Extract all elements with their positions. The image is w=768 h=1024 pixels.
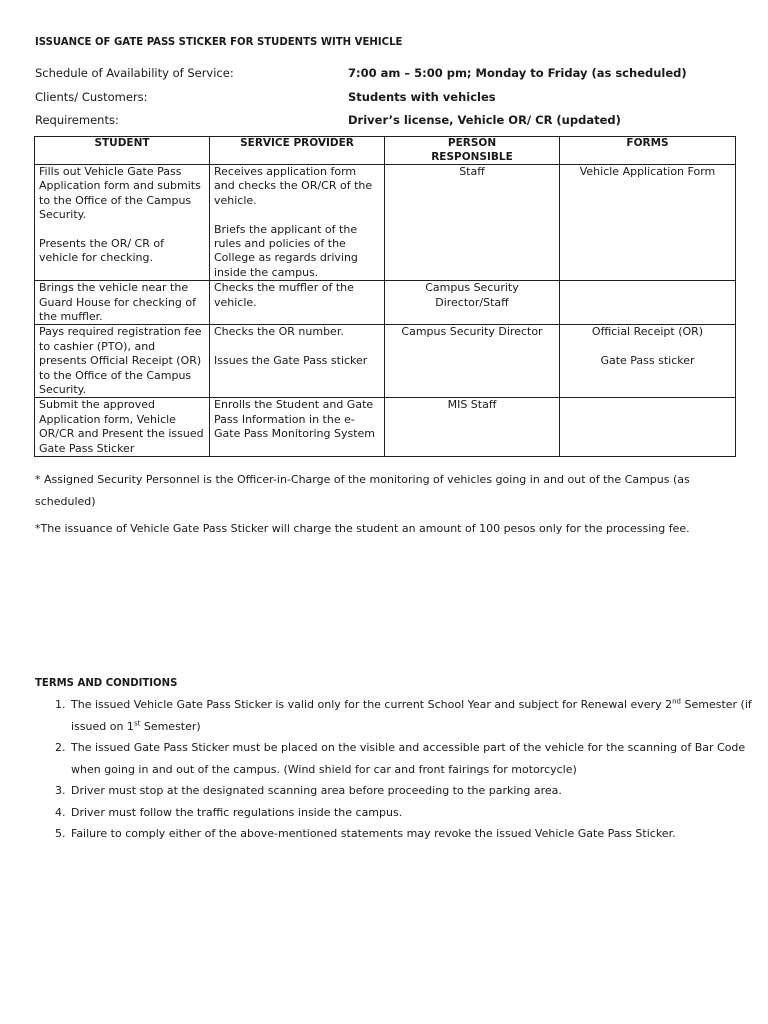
cell-student [35, 165, 210, 281]
header-person-responsible [385, 137, 560, 165]
cell-person: Campus Security Director/Staff [385, 281, 560, 325]
header-service-provider: SERVICE PROVIDER [210, 137, 385, 165]
table-header-row [35, 137, 736, 165]
cell-text: Fills out Vehicle Gate Pass Application form and submits to the Office of the Campus Security. [39, 165, 201, 222]
header-forms: FORMS [560, 137, 736, 165]
info-value: 7:00 am – 5:00 pm; Monday to Friday (as scheduled) [348, 66, 687, 80]
header-student: STUDENT [35, 137, 210, 165]
cell-forms [560, 281, 736, 325]
cell-forms [560, 325, 736, 398]
terms-item-4: 4. Driver must follow the traffic regulations inside the campus. [69, 802, 768, 824]
cell-person: Staff [385, 165, 560, 281]
cell-student: Pays required registration fee to cashier (PTO), and presents Official Receipt (OR) to the Office of the Campus Security. [35, 325, 210, 398]
table-row [35, 281, 736, 325]
term-sup: nd [672, 697, 681, 706]
table-row [35, 165, 736, 281]
cell-provider: Enrolls the Student and Gate Pass Information in the e-Gate Pass Monitoring System [210, 398, 385, 457]
terms-item-3: 3. Driver must stop at the designated scanning area before proceeding to the parking area. [69, 780, 768, 802]
page-title: ISSUANCE OF GATE PASS STICKER FOR STUDENTS WITH VEHICLE [35, 35, 403, 48]
note-security-personnel: * Assigned Security Personnel is the Officer-in-Charge of the monitoring of vehicles going in and out of the Campus (as scheduled) [35, 473, 690, 508]
cell-provider [210, 325, 385, 398]
cell-forms [560, 398, 736, 457]
note-processing-fee: *The issuance of Vehicle Gate Pass Sticker will charge the student an amount of 100 pesos only for the processing fee. [35, 522, 690, 535]
cell-person: Campus Security Director [385, 325, 560, 398]
cell-text: Checks the OR number. [214, 325, 344, 339]
cell-text: Official Receipt (OR) [591, 325, 704, 339]
table-row [35, 398, 736, 457]
cell-text: Receives application form and checks the OR/CR of the vehicle. [214, 165, 373, 207]
cell-student: Submit the approved Application form, Vehicle OR/CR and Present the issued Gate Pass Sticker [35, 398, 210, 457]
terms-item-1 [69, 694, 768, 737]
info-row-clients [35, 90, 735, 108]
cell-text: Briefs the applicant of the rules and policies of the College as regards driving inside the campus. [214, 222, 358, 279]
cell-provider [210, 165, 385, 281]
term-sup: st [133, 718, 141, 727]
info-value: Students with vehicles [348, 90, 496, 104]
header-person-line1: PERSON [447, 137, 497, 149]
terms-list [35, 694, 768, 845]
cell-person: MIS Staff [385, 398, 560, 457]
terms-item-2: 2. The issued Gate Pass Sticker must be placed on the visible and accessible part of the vehicle for the scanning of Bar Code when going in and out of the campus. (Wind shield for car and front fairings for motorcycle) [69, 737, 768, 780]
info-label: Clients/ Customers: [35, 90, 148, 104]
terms-item-5: 5. Failure to comply either of the above-mentioned statements may revoke the issued Vehicle Gate Pass Sticker. [69, 823, 768, 845]
process-table [34, 136, 736, 457]
term-text: The issued Vehicle Gate Pass Sticker is valid only for the current School Year and subject for Renewal every 2 [71, 698, 673, 711]
info-row-requirements [35, 113, 735, 131]
cell-student: Brings the vehicle near the Guard House for checking of the muffler. [35, 281, 210, 325]
term-text: Semester) [140, 719, 201, 733]
cell-forms: Vehicle Application Form [560, 165, 736, 281]
info-label: Schedule of Availability of Service: [35, 66, 234, 80]
cell-provider: Checks the muffler of the vehicle. [210, 281, 385, 325]
info-label: Requirements: [35, 113, 119, 127]
term-text: Semester (if issued on 1 [71, 698, 752, 733]
info-row-schedule [35, 66, 735, 84]
cell-text: Issues the Gate Pass sticker [214, 354, 368, 368]
header-person-line2: RESPONSIBLE [431, 150, 513, 163]
terms-title: TERMS AND CONDITIONS [35, 676, 178, 689]
table-row [35, 325, 736, 398]
info-value: Driver’s license, Vehicle OR/ CR (updated) [348, 113, 621, 127]
cell-text: Presents the OR/ CR of vehicle for checking. [39, 237, 164, 265]
cell-text: Gate Pass sticker [600, 354, 695, 368]
